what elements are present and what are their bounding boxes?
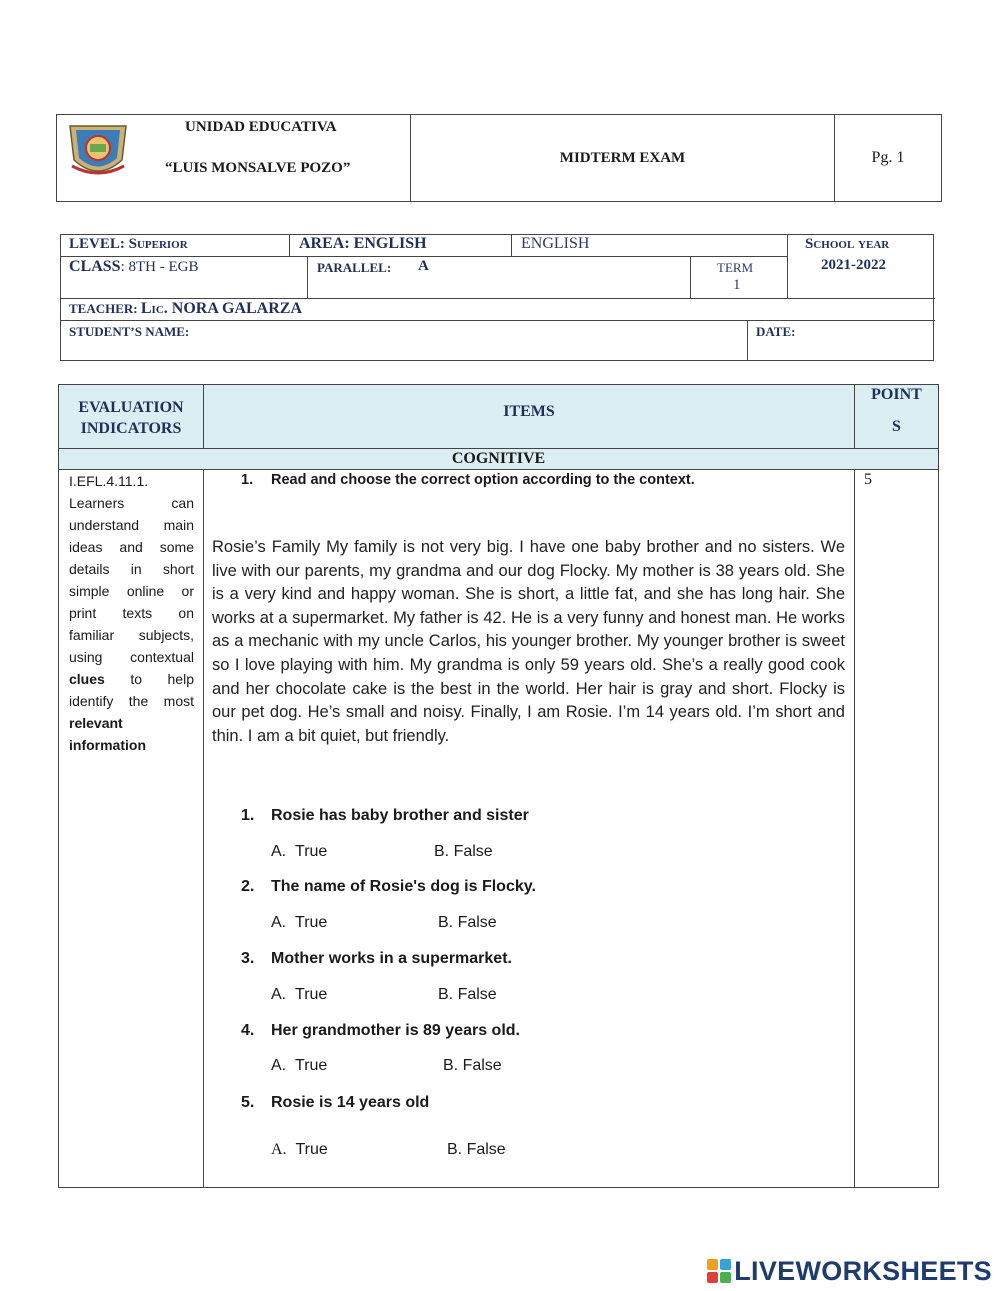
indicator-description-2: to help identify the most: [69, 671, 194, 709]
question-2-option-a[interactable]: [271, 914, 327, 932]
question-4-text: Her grandmother is 89 years old.: [271, 1022, 520, 1039]
question-4-number: 4.: [241, 1022, 255, 1039]
question-1-option-a[interactable]: [271, 843, 327, 861]
indicator-text: [69, 470, 194, 756]
option-a-letter: A.: [271, 1141, 287, 1158]
question-2-option-b[interactable]: B. False: [438, 914, 497, 931]
points-value: 5: [864, 471, 872, 488]
option-a-text: True: [295, 1141, 328, 1158]
evaluation-table: [58, 384, 939, 1188]
question-1-option-b[interactable]: B. False: [434, 843, 493, 860]
question-5-number: 5.: [241, 1094, 255, 1111]
student-name-field[interactable]: STUDENT’S NAME:: [69, 324, 190, 339]
instruction-number: 1.: [241, 472, 254, 488]
class-value: : 8TH - EGB: [120, 259, 199, 275]
liveworksheets-brand[interactable]: [706, 1254, 992, 1288]
question-3-number: 3.: [241, 950, 255, 967]
indicator-description: Learners can understand main ideas and some details in short simple online or print texts on familiar subjects, using contextual: [69, 495, 194, 665]
exam-title: MIDTERM EXAM: [411, 115, 835, 202]
col-items-header: ITEMS: [503, 403, 555, 420]
school-year-value: 2021-2022: [821, 257, 886, 273]
question-1-number: 1.: [241, 807, 255, 824]
indicator-relevant: relevant information: [69, 715, 146, 753]
reading-passage: Rosie’s Family My family is not very big. I have one baby brother and no sisters. We live with our parents, my grandma and our dog Flocky. My mother is 38 years old. She is a very kind and happy woman. She is short, a little fat, and she has long hair. She works at a supermarket. My father is 42. He is a very funny and honest man. He works as a mechanic with my uncle Carlos, his younger brother. My younger brother is sweet so I love playing with him. My grandma is only 59 years old. She’s a really good cook and her chocolate cake is the best in the world. Her hair is gray and short. Flocky is our pet dog. He’s small and noisy. Finally, I am Rosie. I’m 14 years old. I’m short and thin. I am a bit quiet, but friendly.: [212, 538, 845, 745]
question-4-option-b[interactable]: B. False: [443, 1057, 502, 1074]
term-value: 1: [733, 277, 741, 293]
school-name-line1: UNIDAD EDUCATIVA: [185, 119, 337, 135]
question-2-number: 2.: [241, 878, 255, 895]
header-table: [56, 114, 942, 202]
teacher-field: [69, 300, 302, 318]
level-label: LEVEL:: [69, 236, 129, 252]
question-5-text: Rosie is 14 years old: [271, 1094, 430, 1111]
area-field: AREA: ENGLISH: [299, 235, 427, 252]
option-a-text: True: [295, 843, 328, 860]
option-a-letter: A.: [271, 914, 287, 931]
school-year-label: School year: [805, 236, 890, 252]
teacher-label: TEACHER:: [69, 301, 141, 316]
question-3-option-b[interactable]: B. False: [438, 986, 497, 1003]
option-a-text: True: [295, 1057, 328, 1074]
date-field[interactable]: DATE:: [756, 324, 796, 339]
question-3-text: Mother works in a supermarket.: [271, 950, 512, 967]
question-4-option-a[interactable]: [271, 1057, 327, 1075]
indicator-code: I.EFL.4.11.1.: [69, 473, 149, 489]
class-label: CLASS: [69, 258, 121, 275]
school-cell: [57, 115, 411, 202]
parallel-value: A: [418, 258, 429, 274]
subject-field: ENGLISH: [521, 235, 590, 252]
option-a-text: True: [295, 914, 328, 931]
question-5-option-a[interactable]: [271, 1141, 328, 1159]
class-field: [69, 258, 199, 276]
col-points-header-1: POINT: [871, 386, 922, 403]
parallel-label: PARALLEL:: [317, 260, 392, 275]
col-points-header-2: S: [892, 418, 901, 435]
option-a-letter: A.: [271, 843, 287, 860]
info-block: [60, 234, 934, 361]
col-indicators-header: EVALUATION INDICATORS: [78, 399, 184, 437]
page-number: Pg. 1: [835, 115, 942, 202]
question-1-text: Rosie has baby brother and sister: [271, 807, 529, 824]
section-cognitive: COGNITIVE: [451, 450, 546, 467]
level-field: [69, 236, 188, 253]
option-a-text: True: [295, 986, 328, 1003]
question-5-option-b[interactable]: B. False: [447, 1141, 506, 1158]
teacher-value: Lic. NORA GALARZA: [140, 300, 303, 317]
brand-name: LIVEWORKSHEETS: [734, 1255, 992, 1286]
question-3-option-a[interactable]: [271, 986, 327, 1004]
option-a-letter: A.: [271, 986, 287, 1003]
school-logo-icon: [66, 120, 130, 180]
liveworksheets-logo-icon: [706, 1258, 732, 1284]
school-name-line2: “LUIS MONSALVE POZO”: [165, 160, 351, 176]
instruction-text: Read and choose the correct option according to the context.: [271, 472, 695, 488]
option-a-letter: A.: [271, 1057, 287, 1074]
term-label: TERM: [717, 260, 754, 275]
indicator-clues: clues: [69, 671, 105, 687]
question-2-text: The name of Rosie's dog is Flocky.: [271, 878, 536, 895]
level-value: Superior: [128, 236, 188, 252]
